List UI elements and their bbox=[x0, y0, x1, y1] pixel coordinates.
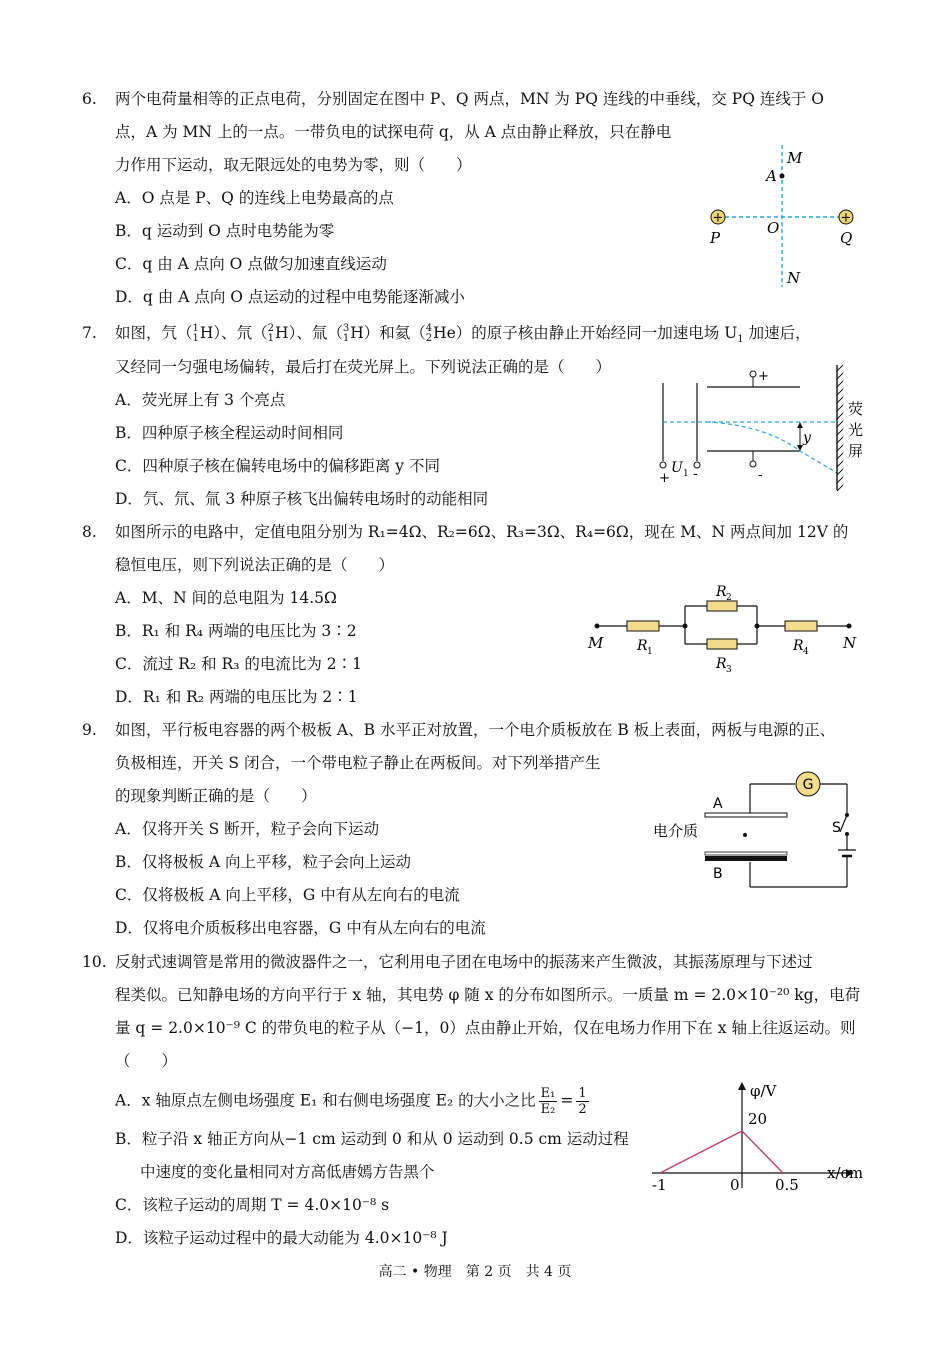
q10-stem-line1: 反射式速调管是常用的微波器件之一，它利用电子团在电场中的振荡来产生微波，其振荡原理与下述过 bbox=[115, 953, 813, 971]
q9-option-c: C．仅将极板 A 向上平移，G 中有从左向右的电流 bbox=[115, 886, 460, 904]
svg-text:+: + bbox=[840, 210, 852, 226]
q6-label-q: Q bbox=[840, 229, 853, 247]
q6-number: 6. bbox=[82, 90, 97, 108]
x-tick-label: -1 bbox=[652, 1176, 667, 1194]
q9-stem-line1: 如图，平行板电容器的两个极板 A、B 水平正对放置，一个电介质板放在 B 板上表面，两板与电源的正、 bbox=[115, 721, 836, 739]
q7-isotope-h1: 1 1 bbox=[192, 323, 199, 344]
q10-option-c: C．该粒子运动的周期 T = 4.0×10⁻⁸ s bbox=[115, 1196, 390, 1214]
q10-ratio-value: $\frac{1}{2}$ bbox=[578, 1086, 587, 1117]
q7-option-a: A．荧光屏上有 3 个亮点 bbox=[115, 391, 286, 409]
svg-text:4: 4 bbox=[803, 647, 809, 657]
svg-text:3: 3 bbox=[726, 665, 732, 675]
q6-label-m: M bbox=[787, 149, 803, 167]
resistor-r1 bbox=[627, 621, 659, 631]
x-tick-label: 0 bbox=[730, 1176, 740, 1194]
q6-stem-line3: 力作用下运动，取无限远处的电势为零，则（ ） bbox=[115, 156, 472, 174]
q7-screen-char1: 荧 bbox=[848, 400, 864, 418]
resistor-r2 bbox=[707, 601, 737, 611]
q9-option-a: A．仅将开关 S 断开，粒子会向下运动 bbox=[115, 820, 380, 838]
q7-label-y: y bbox=[803, 430, 811, 446]
q10-potential-chart bbox=[640, 1078, 870, 1198]
chart-y-label: φ/V bbox=[750, 1082, 777, 1100]
q9-label-b: B bbox=[713, 866, 723, 882]
svg-text:+: + bbox=[659, 471, 670, 486]
q8-option-a: A．M、N 间的总电阻为 14.5Ω bbox=[115, 589, 337, 607]
q6-label-a: A bbox=[766, 167, 777, 185]
q10-ratio-e1-e2: $\frac{\text{E₁}}{\text{E₂}}$ bbox=[540, 1086, 556, 1117]
q6-label-o: O bbox=[767, 219, 780, 237]
q7-isotope-h3: 3 1 bbox=[342, 323, 350, 344]
svg-text:R: R bbox=[716, 656, 727, 672]
q9-stem-line2: 负极相连，开关 S 闭合，一个带电粒子静止在两板间。对下列举措产生 bbox=[115, 754, 601, 772]
q10-option-a: A．x 轴原点左侧电场强度 E₁ 和右侧电场强度 E₂ 的大小之比 $\frac{\text{E₁}}{\text{E₂}}$ = $\frac{1}{2}$ bbox=[115, 1086, 587, 1117]
q10-stem-line4: （ ） bbox=[115, 1052, 178, 1070]
switch-s bbox=[840, 815, 847, 832]
q6-point-a bbox=[780, 174, 785, 179]
svg-text:R: R bbox=[793, 638, 804, 654]
q8-number: 8. bbox=[82, 523, 97, 541]
svg-text:-: - bbox=[758, 468, 763, 483]
svg-text:1: 1 bbox=[683, 469, 689, 479]
q7-number: 7. bbox=[82, 324, 97, 342]
q7-screen-char3: 屏 bbox=[848, 442, 864, 460]
plate-a bbox=[705, 813, 787, 817]
q9-label-dielectric: 电介质 bbox=[653, 822, 699, 840]
q8-stem-line1: 如图所示的电路中，定值电阻分别为 R₁=4Ω、R₂=6Ω、R₃=3Ω、R₄=6Ω，现在 M、N 两点间加 12V 的 bbox=[115, 523, 849, 541]
q6-option-c: C．q 由 A 点向 O 点做匀加速直线运动 bbox=[115, 255, 387, 273]
q9-number: 9. bbox=[82, 721, 97, 739]
q10-stem-line2: 程类似。已知静电场的方向平行于 x 轴，其电势 φ 随 x 的分布如图所示。一质量 m = 2.0×10⁻²⁰ kg，电荷 bbox=[115, 986, 861, 1004]
q7-option-c: C．四种原子核在偏转电场中的偏移距离 y 不同 bbox=[115, 457, 440, 475]
q7-screen-char2: 光 bbox=[848, 421, 864, 439]
q8-label-n: N bbox=[843, 634, 857, 652]
q8-label-m: M bbox=[588, 634, 604, 652]
svg-text:+: + bbox=[712, 210, 724, 226]
q7-label-u: U bbox=[671, 460, 683, 476]
plate-b bbox=[705, 856, 787, 861]
q8-option-b: B．R₁ 和 R₄ 两端的电压比为 3∶2 bbox=[115, 622, 357, 640]
y-tick-label: 20 bbox=[748, 1110, 768, 1128]
svg-text:2: 2 bbox=[726, 593, 732, 603]
q7-stem-line1: 如图，氕（ 1 1 H）、氘（ 2 1 H）、氚（ 3 1 H）和氦（ 4 2 He）的原子核由静止开始经同一加速电场 $U_1$ 加速后， bbox=[115, 323, 811, 346]
q6-charge-p bbox=[711, 210, 725, 226]
svg-text:R: R bbox=[637, 638, 648, 654]
q10-option-b-line2: 中速度的变化量相同对方高低唐嫣方告黑个 bbox=[140, 1163, 435, 1181]
q6-charge-q bbox=[839, 210, 853, 226]
q9-label-a: A bbox=[713, 796, 723, 812]
page-footer: 高二 • 物理 第 2 页 共 4 页 bbox=[378, 1264, 572, 1280]
q6-option-b: B．q 运动到 O 点时电势能为零 bbox=[115, 222, 335, 240]
charged-particle bbox=[743, 833, 747, 837]
q9-stem-line3: 的现象判断正确的是（ ） bbox=[115, 787, 317, 805]
q10-option-d: D．该粒子运动过程中的最大动能为 4.0×10⁻⁸ J bbox=[115, 1229, 448, 1247]
q10-number: 10. bbox=[82, 953, 107, 971]
q7-isotope-he4: 4 2 bbox=[425, 323, 433, 344]
resistor-r4 bbox=[785, 621, 817, 631]
q8-circuit-figure bbox=[585, 582, 870, 674]
q7-isotope-h2: 2 1 bbox=[267, 323, 275, 344]
x-tick-label: 0.5 bbox=[775, 1176, 799, 1194]
q6-stem-line1: 两个电荷量相等的正点电荷，分别固定在图中 P、Q 两点，MN 为 PQ 连线的中垂线，交 PQ 连线于 O bbox=[115, 90, 824, 108]
dielectric-slab bbox=[705, 852, 787, 855]
q8-stem-line2: 稳恒电压，则下列说法正确的是（ ） bbox=[115, 556, 395, 574]
q9-option-b: B．仅将极板 A 向上平移，粒子会向上运动 bbox=[115, 853, 411, 871]
q6-label-p: P bbox=[710, 229, 721, 247]
q10-stem-line3: 量 q = 2.0×10⁻⁹ C 的带负电的粒子从（−1，0）点由静止开始，仅在电场力作用下在 x 轴上往返运动。则 bbox=[115, 1019, 856, 1037]
q6-figure bbox=[700, 145, 870, 295]
phi-line-series bbox=[660, 1131, 783, 1173]
svg-text:R: R bbox=[716, 584, 727, 600]
svg-text:+: + bbox=[758, 369, 769, 384]
q9-label-s: S bbox=[832, 820, 841, 836]
q6-label-n: N bbox=[787, 269, 801, 287]
q7-option-b: B．四种原子核全程运动时间相同 bbox=[115, 424, 344, 442]
q9-option-d: D．仅将电介质板移出电容器，G 中有从左向右的电流 bbox=[115, 919, 486, 937]
svg-text:-: - bbox=[693, 467, 698, 482]
q9-capacitor-figure bbox=[650, 770, 860, 895]
chart-x-label: x/cm bbox=[827, 1164, 864, 1182]
q8-option-d: D．R₁ 和 R₂ 两端的电压比为 2∶1 bbox=[115, 688, 358, 706]
q10-option-b-line1: B．粒子沿 x 轴正方向从−1 cm 运动到 0 和从 0 运动到 0.5 cm 运动过程 bbox=[115, 1130, 629, 1148]
resistor-r3 bbox=[707, 639, 737, 649]
svg-text:1: 1 bbox=[647, 647, 653, 657]
q6-stem-line2: 点，A 为 MN 上的一点。一带负电的试探电荷 q，从 A 点由静止释放，只在静电 bbox=[115, 123, 672, 141]
q6-option-a: A．O 点是 P、Q 的连线上电势最高的点 bbox=[115, 189, 394, 207]
q8-option-c: C．流过 R₂ 和 R₃ 的电流比为 2∶1 bbox=[115, 655, 362, 673]
q9-label-g: G bbox=[802, 777, 814, 793]
q7-figure bbox=[655, 365, 875, 495]
q7-stem-line2: 又经同一匀强电场偏转，最后打在荧光屏上。下列说法正确的是（ ） bbox=[115, 358, 612, 376]
q7-option-d: D．氕、氘、氚 3 种原子核飞出偏转电场时的动能相同 bbox=[115, 490, 489, 508]
q6-option-d: D．q 由 A 点向 O 点运动的过程中电势能逐渐减小 bbox=[115, 288, 465, 306]
